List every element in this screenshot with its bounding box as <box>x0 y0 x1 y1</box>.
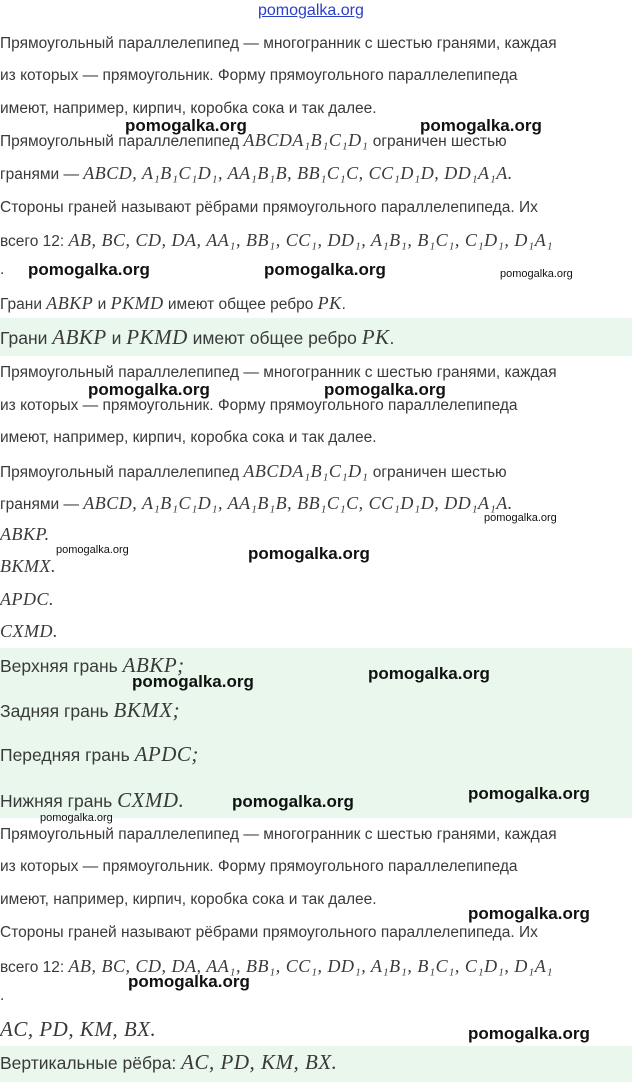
intro-line-2: из которых — прямоугольник. Форму прямоугольного параллелепипеда <box>0 67 518 84</box>
vertical-edges-plain: AC, PD, KM, BX. <box>0 1019 157 1040</box>
definition-line: Прямоугольный параллелепипед ABCDA₁B₁C₁D₁ ограничен шестью <box>0 130 507 150</box>
edges-list: AB, BC, CD, DA, AA₁, BB₁, CC₁, DD₁, A₁B₁, B₁C₁, C₁D₁, D₁A₁ <box>68 230 553 250</box>
watermark: pomogalka.org <box>420 116 542 135</box>
edges2-intro-line: Стороны граней называют рёбрами прямоугольного параллелепипеда. Их <box>0 924 538 941</box>
intro3-line-2: из которых — прямоугольник. Форму прямоугольного параллелепипеда <box>0 858 518 875</box>
faces-list: ABCD, A₁B₁C₁D₁, AA₁B₁B, BB₁C₁C, CC₁D₁D, DD₁A₁A. <box>83 163 513 183</box>
watermark: pomogalka.org <box>264 260 386 279</box>
dot: . <box>0 261 5 278</box>
watermark: pomogalka.org <box>132 672 254 691</box>
watermark: pomogalka.org <box>88 380 210 399</box>
faces-line: гранями — ABCD, A₁B₁C₁D₁, AA₁B₁B, BB₁C₁C, CC₁D₁D, DD₁A₁A. <box>0 163 513 183</box>
watermark: pomogalka.org <box>128 972 250 991</box>
top-watermark-link[interactable]: pomogalka.org <box>258 2 364 19</box>
watermark: pomogalka.org <box>468 784 590 803</box>
intro-line-1: Прямоугольный параллелепипед — многогранник с шестью гранями, каждая <box>0 35 557 52</box>
intro2-line-1: Прямоугольный параллелепипед — многогранник с шестью гранями, каждая <box>0 364 557 381</box>
watermark: pomogalka.org <box>368 664 490 683</box>
intro2-line-3: имеют, например, кирпич, коробка сока и так далее. <box>0 429 377 446</box>
watermark: pomogalka.org <box>232 792 354 811</box>
edges-line: всего 12: AB, BC, CD, DA, AA₁, BB₁, CC₁, DD₁, A₁B₁, B₁C₁, C₁D₁, D₁A₁ <box>0 230 553 250</box>
intro3-line-3: имеют, например, кирпич, коробка сока и так далее. <box>0 891 377 908</box>
edges2-line: всего 12: AB, BC, CD, DA, AA₁, BB₁, CC₁, DD₁, A₁B₁, B₁C₁, C₁D₁, D₁A₁ <box>0 956 553 976</box>
face-front: Передняя грань APDC; <box>0 744 199 765</box>
face-back: Задняя грань BKMX; <box>0 700 181 721</box>
face-item-1: ABKP. <box>0 524 50 544</box>
intro-line-3: имеют, например, кирпич, коробка сока и так далее. <box>0 100 377 117</box>
dot-2: . <box>0 987 5 1004</box>
watermark: pomogalka.org <box>248 544 370 563</box>
edges-intro-line: Стороны граней называют рёбрами прямоугольного параллелепипеда. Их <box>0 199 538 216</box>
vertical-edges-answer: Вертикальные рёбра: AC, PD, KM, BX. <box>0 1052 338 1073</box>
watermark: pomogalka.org <box>40 812 113 824</box>
face-bottom: Нижняя грань CXMD. <box>0 790 185 811</box>
watermark: pomogalka.org <box>125 116 247 135</box>
watermark: pomogalka.org <box>500 268 573 280</box>
watermark: pomogalka.org <box>484 512 557 524</box>
face-item-4: CXMD. <box>0 621 58 641</box>
intro2-line-2: из которых — прямоугольник. Форму прямоугольного параллелепипеда <box>0 397 518 414</box>
face-item-2: BKMX. <box>0 556 56 576</box>
definition2-line: Прямоугольный параллелепипед ABCDA₁B₁C₁D₁ ограничен шестью <box>0 461 507 481</box>
watermark: pomogalka.org <box>468 904 590 923</box>
watermark: pomogalka.org <box>28 260 150 279</box>
watermark: pomogalka.org <box>468 1024 590 1043</box>
intro3-line-1: Прямоугольный параллелепипед — многогранник с шестью гранями, каждая <box>0 826 557 843</box>
common-edge-answer: Грани ABKP и PKMD имеют общее ребро PK. <box>0 327 395 348</box>
watermark: pomogalka.org <box>324 380 446 399</box>
common-edge-line: Грани ABKP и PKMD имеют общее ребро PK. <box>0 293 346 313</box>
faces2-line: гранями — ABCD, A₁B₁C₁D₁, AA₁B₁B, BB₁C₁C, CC₁D₁D, DD₁A₁A. <box>0 493 513 513</box>
face-item-3: APDC. <box>0 589 54 609</box>
face-top: Верхняя грань ABKP; <box>0 655 185 676</box>
watermark: pomogalka.org <box>56 544 129 556</box>
prism-name: ABCDA₁B₁C₁D₁ <box>243 130 369 150</box>
